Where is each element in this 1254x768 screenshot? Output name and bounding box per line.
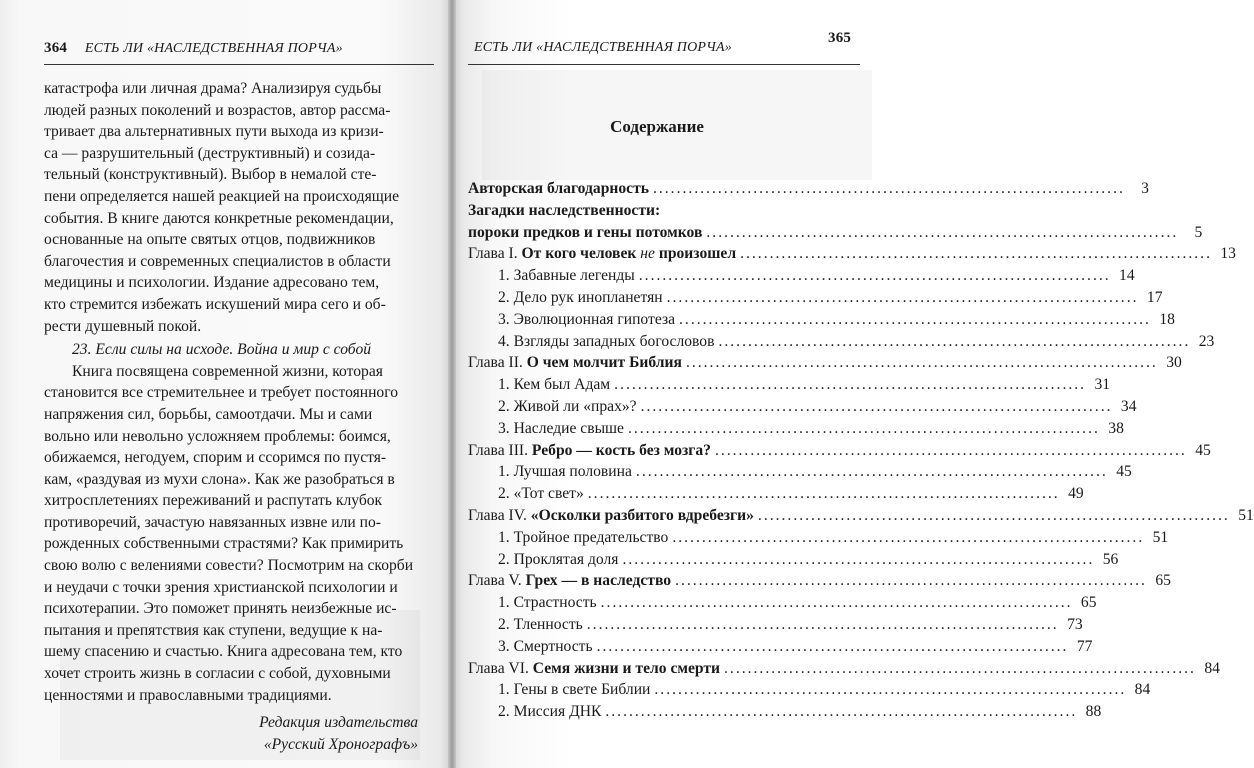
right-page-number: 365 <box>828 30 852 46</box>
toc-page-number: 14 <box>1119 267 1135 285</box>
toc-leader-dots: ................................................................................ <box>714 441 1187 459</box>
toc-page-number: 88 <box>1085 703 1102 721</box>
toc-entry-title: 2. Тленность <box>498 615 583 633</box>
toc-entry-title: Авторская благодарность <box>468 180 649 197</box>
body-text-line: Книга посвящена современной жизни, которая <box>72 362 383 380</box>
toc-entry-title: 1. Кем был Адам <box>498 376 611 394</box>
toc-entry-title: Глава VI. Семя жизни и тело смерти <box>468 659 721 677</box>
toc-page-number: 45 <box>1116 463 1132 481</box>
toc-leader-dots: ................................................................................ <box>586 615 1059 633</box>
toc-page-number: 38 <box>1108 419 1124 437</box>
toc-page-number: 5 <box>1194 223 1203 241</box>
toc-page-number: 84 <box>1204 659 1220 677</box>
toc-leader-dots: ................................................................................ <box>718 332 1191 350</box>
body-text-line: хитросплетениях переживаний и распутать клубок <box>44 492 383 510</box>
toc-entry-title: 2. «Тот свет» <box>498 485 584 503</box>
toc-leader-dots: ................................................................................ <box>679 310 1151 328</box>
toc-subentry <box>468 615 1083 638</box>
toc-page-number: 73 <box>1067 615 1083 633</box>
toc-leader-dots: ................................................................................ <box>640 397 1113 415</box>
toc-page-number: 51 <box>1152 528 1169 546</box>
body-text-line: благочестия и современных специалистов в области <box>44 252 391 270</box>
toc-page-number: 18 <box>1159 310 1175 328</box>
publisher-signature-line: «Русский Хронографъ» <box>263 735 418 753</box>
toc-entry-title: Глава IV. «Осколки разбитого вдребезги» <box>468 506 754 524</box>
toc-entry-title: Глава V. Грех — в наследство <box>468 572 672 590</box>
toc-leader-dots: ................................................................................ <box>757 506 1230 524</box>
toc-subentry <box>468 637 1093 660</box>
toc-page-number: 30 <box>1166 354 1182 372</box>
body-text-line: кам, «раздувая из мухи слона». Как же разобраться в <box>44 470 395 488</box>
book-gutter <box>448 0 456 768</box>
toc-page-number: 13 <box>1220 245 1236 263</box>
toc-entry-title: 2. Проклятая доля <box>498 550 619 568</box>
toc-subentry <box>468 397 1137 420</box>
toc-entry-title: 1. Страстность <box>498 594 597 612</box>
toc-entry-title: 1. Забавные легенды <box>498 267 635 285</box>
toc-entry-title: 2. Миссия ДНК <box>498 703 602 721</box>
toc-subentry <box>468 267 1135 289</box>
toc-page-number: 17 <box>1146 288 1163 306</box>
toc-entry <box>468 180 1149 202</box>
toc-leader-dots: ................................................................................ <box>635 463 1108 481</box>
body-text-line: катастрофа или личная драма? Анализируя судьбы <box>44 80 382 97</box>
toc-leader-dots: ................................................................................ <box>740 245 1212 263</box>
toc-entry-title: 1. Гены в свете Библии <box>498 681 651 699</box>
body-text-line: медицины и психологии. Издание адресовано тем, <box>44 274 380 292</box>
toc-leader-dots: ................................................................................ <box>675 572 1147 590</box>
toc-entry <box>468 245 1236 267</box>
toc-entry-title: пороки предков и гены потомков <box>468 223 703 241</box>
toc-page-number: 23 <box>1198 332 1215 350</box>
toc-leader-dots: ................................................................................ <box>654 681 1127 699</box>
toc-subentry <box>468 332 1215 355</box>
toc-entry-title: Загадки наследственности: <box>468 201 661 219</box>
toc-entry <box>468 659 1220 682</box>
toc-subentry <box>468 485 1084 507</box>
body-text-line: пытания и препятствия как ступени, ведущие к на- <box>44 621 383 639</box>
toc-leader-dots: ................................................................................ <box>638 267 1111 285</box>
left-running-title: ЕСТЬ ЛИ «НАСЛЕДСТВЕННАЯ ПОРЧА» <box>84 41 343 56</box>
body-text-line: основанные на опыте святых отцов, подвижников <box>44 231 376 249</box>
toc-leader-dots: ................................................................................ <box>622 550 1095 568</box>
body-text-line: тельный (конструктивный). Выбор в немалой сте- <box>44 166 377 184</box>
toc-entry-title: 3. Наследие свыше <box>498 419 624 437</box>
table-of-contents <box>468 180 1254 725</box>
toc-entry-title: 2. Живой ли «прах»? <box>498 397 637 415</box>
toc-entry-title: 3. Смертность <box>498 637 593 655</box>
right-header-rule <box>468 64 860 65</box>
body-text-line: хочет строить жизнь в согласии с собой, духовными <box>44 665 391 683</box>
toc-subentry <box>468 550 1119 573</box>
toc-subentry <box>468 681 1151 703</box>
toc-page-number: 3 <box>1141 180 1149 197</box>
toc-entry <box>468 223 1203 246</box>
left-header-rule <box>44 64 434 65</box>
body-text-line: вольно или невольно усложняем проблемы: боимся, <box>44 427 391 445</box>
toc-subentry <box>468 310 1175 333</box>
publisher-signature-line: Редакция издательства <box>259 714 418 732</box>
left-page-number: 364 <box>44 40 68 56</box>
body-text-line: людей разных поколений и возрастов, автор рассма- <box>44 101 391 119</box>
toc-leader-dots: ................................................................................ <box>724 659 1196 677</box>
toc-subentry <box>468 288 1163 311</box>
toc-entry-title: 1. Лучшая половина <box>498 463 632 481</box>
body-text-line: шему спасению и счастью. Книга адресована тем, кто <box>44 643 403 661</box>
toc-page-number: 49 <box>1068 485 1084 503</box>
toc-entry <box>468 202 860 224</box>
toc-leader-dots: ................................................................................ <box>605 703 1078 721</box>
body-text-line: события. В книге даются конкретные рекомендации, <box>44 209 394 227</box>
body-text-line: становится все стремительнее и требует постоянного <box>44 384 399 402</box>
toc-page-number: 56 <box>1102 550 1119 568</box>
toc-entry <box>468 441 1211 464</box>
body-text-line: пени определяется нашей реакцией на происходящие <box>44 187 400 205</box>
toc-entry <box>468 354 1182 376</box>
toc-leader-dots: ................................................................................ <box>672 528 1145 546</box>
toc-entry-title: 1. Тройное предательство <box>498 528 669 546</box>
toc-title: Содержание <box>610 117 704 136</box>
right-running-title: ЕСТЬ ЛИ «НАСЛЕДСТВЕННАЯ ПОРЧА» <box>474 40 732 55</box>
toc-leader-dots: ................................................................................ <box>685 354 1158 372</box>
body-text-line: и неудачи с точки зрения христианской психологии и <box>44 578 398 596</box>
left-body-text <box>44 78 434 755</box>
toc-entry-title: 4. Взгляды западных богословов <box>498 332 715 350</box>
toc-page-number: 84 <box>1134 681 1151 699</box>
toc-entry-title: 2. Дело рук инопланетян <box>498 288 663 306</box>
toc-page-number: 65 <box>1080 594 1097 612</box>
toc-entry <box>468 506 1254 529</box>
toc-leader-dots: ................................................................................ <box>706 223 1179 241</box>
toc-subentry <box>468 528 1169 551</box>
body-text-line: ценностями и православными традициями. <box>44 686 332 704</box>
toc-entry-title: 3. Эволюционная гипотеза <box>498 310 676 328</box>
body-text-line: рожденных собственными страстями? Как примирить <box>44 535 404 553</box>
toc-leader-dots: ................................................................................ <box>587 485 1060 503</box>
toc-entry-title: Глава II. О чем молчит Библия <box>468 354 682 372</box>
toc-leader-dots: ................................................................................ <box>652 180 1125 197</box>
toc-entry <box>468 572 1171 594</box>
toc-page-number: 31 <box>1094 376 1111 394</box>
toc-leader-dots: ................................................................................ <box>627 419 1100 437</box>
body-text-line: кто стремится избежать искушений мира сего и об- <box>44 295 386 313</box>
left-running-header <box>44 40 343 57</box>
body-text-line: психотерапии. Это поможет принять неизбежные ис- <box>44 600 397 618</box>
body-text-line: противоречий, зачастую навязанных извне или по- <box>44 513 381 531</box>
toc-page-number: 34 <box>1120 397 1137 415</box>
body-text-line: свою волю с велениями совести? Посмотрим на скорби <box>44 557 414 575</box>
body-text-line: рести душевный покой. <box>44 317 202 335</box>
toc-subentry <box>468 419 1124 442</box>
toc-entry-title: Глава III. Ребро — кость без мозга? <box>468 441 711 459</box>
toc-subentry <box>468 703 1102 725</box>
toc-page-number: 77 <box>1076 637 1093 655</box>
body-text-line: тривает два альтернативных пути выхода из кризи- <box>44 123 384 141</box>
toc-page-number: 65 <box>1155 572 1171 590</box>
body-text-line: са — разрушительный (деструктивный) и созида- <box>44 144 376 162</box>
toc-subentry <box>468 376 1111 398</box>
toc-leader-dots: ................................................................................ <box>596 637 1069 655</box>
toc-leader-dots: ................................................................................ <box>666 288 1139 306</box>
toc-leader-dots: ................................................................................ <box>600 594 1073 612</box>
body-text-line: обижаемся, негодуем, спорим и ссоримся по пустя- <box>44 449 387 467</box>
toc-subentry <box>468 594 1097 616</box>
toc-leader-dots: ................................................................................ <box>614 376 1087 394</box>
toc-subentry <box>468 463 1132 485</box>
toc-page-number: 51 <box>1238 506 1254 524</box>
toc-entry-title: Глава I. От кого человек не произошел <box>468 245 737 263</box>
body-text-line: напряжения сил, борьбы, самоотдачи. Мы и сами <box>44 405 373 423</box>
section-heading: 23. Если силы на исходе. Война и мир с собой <box>72 341 372 359</box>
toc-page-number: 45 <box>1195 441 1211 459</box>
